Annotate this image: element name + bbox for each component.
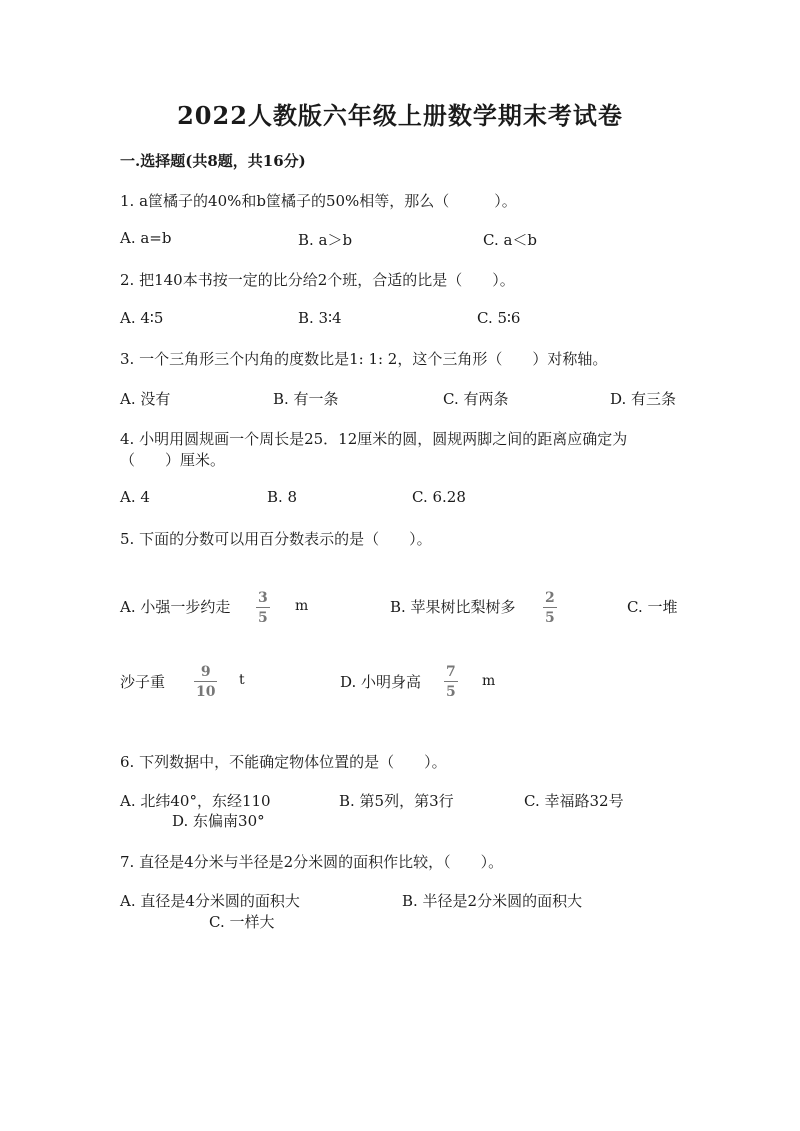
fraction-numerator: 7 (446, 664, 456, 680)
question-5: 5. 下面的分数可以用百分数表示的是（ ）。 (120, 530, 432, 548)
section-heading: 一.选择题(共8题，共16分) (120, 152, 306, 170)
q1-option-a[interactable]: A. a=b (120, 229, 172, 247)
q4-option-a[interactable]: A. 4 (120, 488, 150, 506)
fraction-denominator: 10 (196, 684, 216, 700)
q2-option-a[interactable]: A. 4∶5 (120, 309, 164, 327)
q1-option-b[interactable]: B. a＞b (298, 231, 353, 249)
q5-option-a-unit: m (295, 598, 309, 614)
q5-option-b-fraction (543, 591, 557, 625)
question-6: 6. 下列数据中，不能确定物体位置的是（ ）。 (120, 753, 447, 771)
question-4-line-2: （ ）厘米。 (120, 451, 226, 469)
fraction-denominator: 5 (258, 610, 268, 626)
question-4-line-1: 4. 小明用圆规画一个周长是25．12厘米的圆，圆规两脚之间的距离应确定为 (120, 430, 628, 448)
q5-option-c-unit: t (239, 672, 245, 688)
q6-option-d[interactable]: D. 东偏南30° (172, 812, 265, 830)
q5-option-c-fraction (194, 665, 217, 699)
q5-option-d-fraction (444, 665, 458, 699)
q5-option-c-text[interactable]: C. 一堆 (627, 598, 678, 616)
q3-option-a[interactable]: A. 没有 (120, 390, 171, 408)
q4-option-c[interactable]: C. 6.28 (412, 488, 466, 506)
q3-option-d[interactable]: D. 有三条 (610, 390, 677, 408)
question-2: 2. 把140本书按一定的比分给2个班，合适的比是（ ）。 (120, 271, 515, 289)
q2-option-b[interactable]: B. 3∶4 (298, 309, 342, 327)
q7-option-b[interactable]: B. 半径是2分米圆的面积大 (402, 892, 583, 910)
q6-option-a[interactable]: A. 北纬40°，东经110 (120, 792, 271, 810)
q3-option-b[interactable]: B. 有一条 (273, 390, 339, 408)
q6-option-c[interactable]: C. 幸福路32号 (524, 792, 624, 810)
question-3: 3. 一个三角形三个内角的度数比是1: 1: 2，这个三角形（ ）对称轴。 (120, 350, 608, 368)
q4-option-b[interactable]: B. 8 (267, 488, 298, 506)
question-1: 1. a筐橘子的40%和b筐橘子的50%相等，那么（ ）。 (120, 192, 517, 210)
q5-option-b-text[interactable]: B. 苹果树比梨树多 (390, 598, 516, 616)
q7-option-a[interactable]: A. 直径是4分米圆的面积大 (120, 892, 300, 910)
q5-option-a-fraction (256, 591, 270, 625)
q5-option-a-text[interactable]: A. 小强一步约走 (120, 598, 231, 616)
fraction-denominator: 5 (545, 610, 555, 626)
question-7: 7. 直径是4分米与半径是2分米圆的面积作比较，（ ）。 (120, 853, 504, 871)
fraction-numerator: 9 (200, 664, 211, 680)
q5-option-d-unit: m (482, 673, 496, 689)
q7-option-c[interactable]: C. 一样大 (209, 913, 275, 931)
q1-option-c[interactable]: C. a＜b (483, 231, 538, 249)
fraction-numerator: 2 (545, 590, 555, 606)
q5-option-d-text[interactable]: D. 小明身高 (340, 673, 422, 691)
q3-option-c[interactable]: C. 有两条 (443, 390, 509, 408)
q2-option-c[interactable]: C. 5∶6 (477, 309, 521, 327)
page-title: 2022人教版六年级上册数学期末考试卷 (177, 101, 623, 130)
q5-option-c-text-cont: 沙子重 (120, 673, 166, 691)
q6-option-b[interactable]: B. 第5列，第3行 (339, 792, 454, 810)
fraction-denominator: 5 (446, 684, 456, 700)
fraction-numerator: 3 (258, 590, 268, 606)
